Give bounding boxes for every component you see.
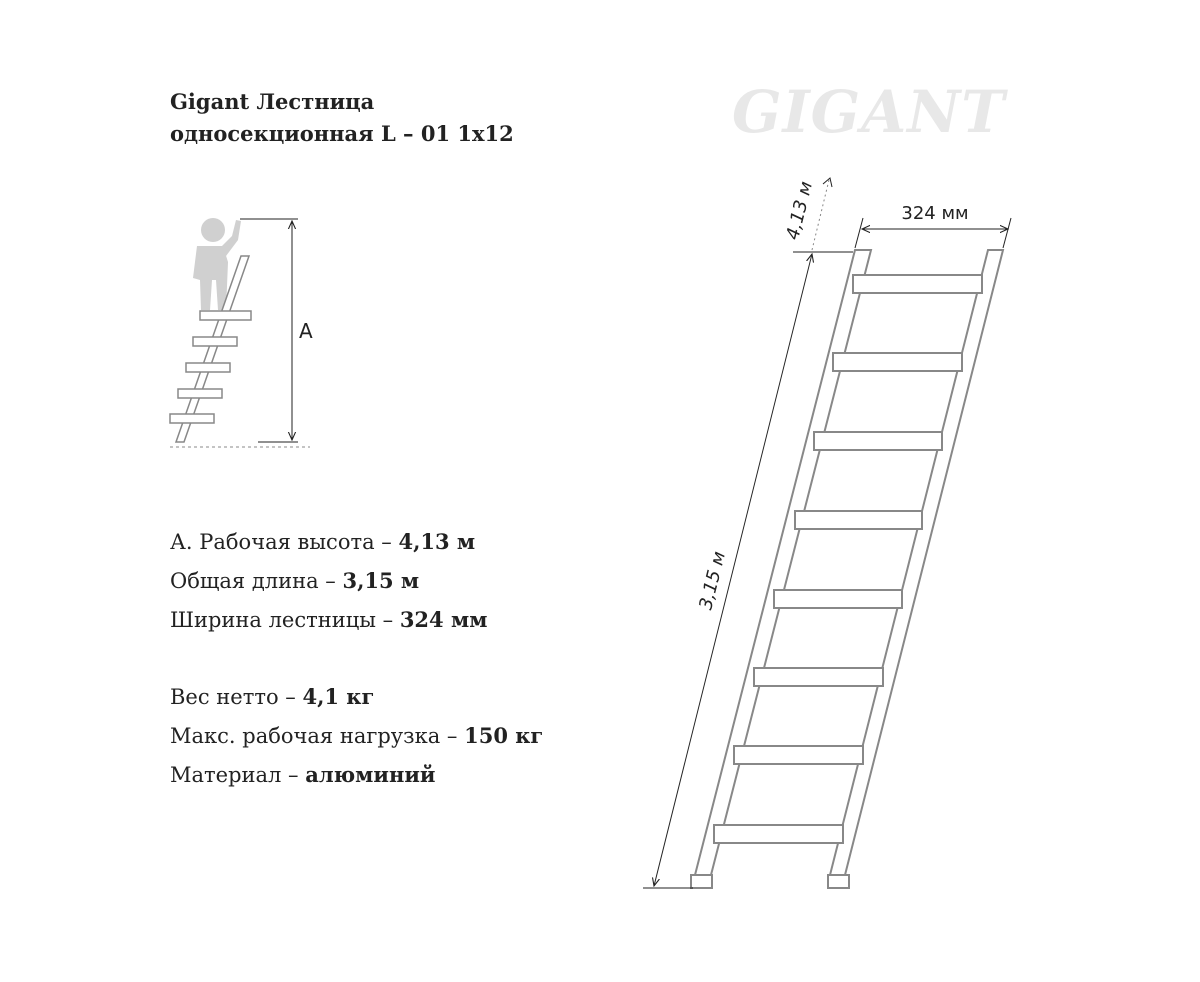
height-label: A (299, 319, 313, 343)
ladder-rungs (714, 275, 982, 843)
spec-label: Макс. рабочая нагрузка – (170, 724, 465, 748)
width-ext-right (1003, 218, 1011, 248)
title-line-2: односекционная L – 01 1x12 (170, 121, 514, 146)
width-label: 324 мм (901, 203, 969, 224)
ladder-feet (691, 875, 849, 888)
spec-value: 150 кг (464, 723, 544, 748)
spec-label: А. Рабочая высота – (170, 530, 399, 554)
ladder-rails (695, 250, 1003, 875)
spec-value: 4,13 м (398, 529, 476, 554)
spec-value: алюминий (305, 762, 436, 787)
width-ext-left (855, 218, 863, 248)
title-line-1: Gigant Лестница (170, 89, 375, 114)
working-height-label: 4,13 м (782, 179, 818, 243)
spec-label: Ширина лестницы – (170, 608, 400, 632)
spec-label: Общая длина – (170, 569, 343, 593)
spec-value: 324 мм (399, 607, 488, 632)
brand-logo: GIGANT (732, 78, 1006, 146)
small-ladder-diagram (170, 218, 313, 447)
spec-value: 3,15 м (342, 568, 420, 593)
length-label: 3,15 м (695, 549, 731, 613)
spec-value: 4,1 кг (302, 684, 375, 709)
spec-label: Вес нетто – (170, 685, 303, 709)
spec-label: Материал – (170, 763, 306, 787)
large-ladder-diagram (643, 178, 1011, 888)
